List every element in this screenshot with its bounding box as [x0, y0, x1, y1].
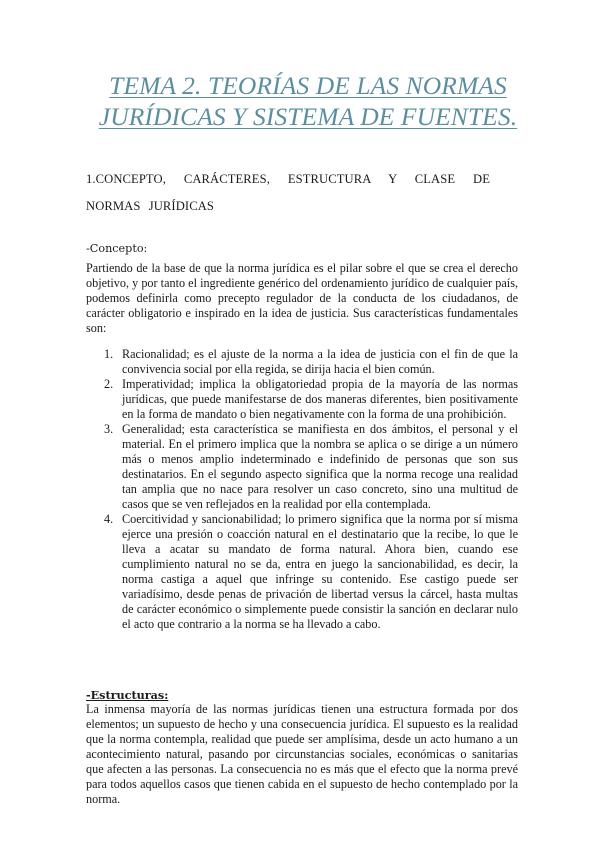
document-title: TEMA 2. TEORÍAS DE LAS NORMAS JURÍDICAS Y SISTEMA DE FUENTES.: [98, 71, 518, 131]
list-item: [86, 422, 518, 512]
list-item-text: Imperatividad; implica la obligatoriedad propia de la mayoría de las normas jurídicas, que puede manifestarse de dos maneras diferentes, bien positivamente en la forma de mandato o bien negativamente con la forma de una prohibición.: [122, 377, 518, 421]
list-item: [86, 512, 518, 632]
list-item: [86, 347, 518, 377]
list-item: [86, 377, 518, 422]
concepto-intro-paragraph: Partiendo de la base de que la norma jurídica es el pilar sobre el que se crea el derecho objetivo, y por tanto el ingrediente genérico del ordenamiento jurídico de cualquier país, podemos definirla como precepto regulador de la conducta de los ciudadanos, de carácter obligatorio e inspirado en la idea de justicia. Sus características fundamentales son:: [86, 261, 518, 335]
characteristics-list: [86, 347, 518, 632]
estructuras-label: -Estructuras:: [86, 688, 169, 702]
list-item-number: 3.: [104, 422, 114, 436]
list-item-number: 2.: [104, 377, 114, 391]
estructuras-paragraph: La inmensa mayoría de las normas jurídicas tienen una estructura formada por dos elementos; un supuesto de hecho y una consecuencia jurídica. El supuesto es la realidad que la norma contempla, realidad que puede ser amplísima, desde un acto humano a un acontecimiento natural, pasando por circunstancias sociales, económicas o sanitarias que afecten a las personas. La consecuencia no es más que el efecto que la norma prevé para todos aquellos casos que tienen cabida en el supuesto de hecho contemplado por la norma.: [86, 702, 518, 806]
section-heading: 1.CONCEPTO, CARÁCTERES, ESTRUCTURA Y CLASE DE NORMAS JURÍDICAS: [86, 172, 490, 213]
list-item-number: 1.: [104, 347, 114, 361]
list-item-text: Racionalidad; es el ajuste de la norma a la idea de justicia con el fin de que la convivencia social por ella regida, se dirija hacia el bien común.: [122, 347, 518, 376]
list-item-text: Generalidad; esta característica se manifiesta en dos ámbitos, el personal y el material. En el primero implica que la nombra se aplica o se dirige a un número más o menos amplio indeterminado e indefinido de personas que son sus destinatarios. En el segundo aspecto significa que la norma recoge una realidad tan amplia que no nace para resolver un caso concreto, sino una multitud de casos que se ven reflejados en la realidad por ella contemplada.: [122, 422, 518, 511]
list-item-text: Coercitividad y sancionabilidad; lo primero significa que la norma por sí misma ejerce una presión o coacción natural en el destinatario que la recibe, lo que le lleva a acatar su mandato de forma natural. Ahora bien, cuando ese cumplimiento natural no se da, entra en juego la sancionabilidad, es decir, la norma castiga a aquel que infringe su contenido. Ese castigo puede ser variadísimo, desde penas de privación de libertad versus la cárcel, hasta multas de carácter económico o simplemente puede consistir la sanción en declarar nulo el acto que contrario a la norma se ha llevado a cabo.: [122, 512, 518, 631]
concepto-label: -Concepto:: [86, 242, 148, 255]
list-item-number: 4.: [104, 512, 114, 526]
